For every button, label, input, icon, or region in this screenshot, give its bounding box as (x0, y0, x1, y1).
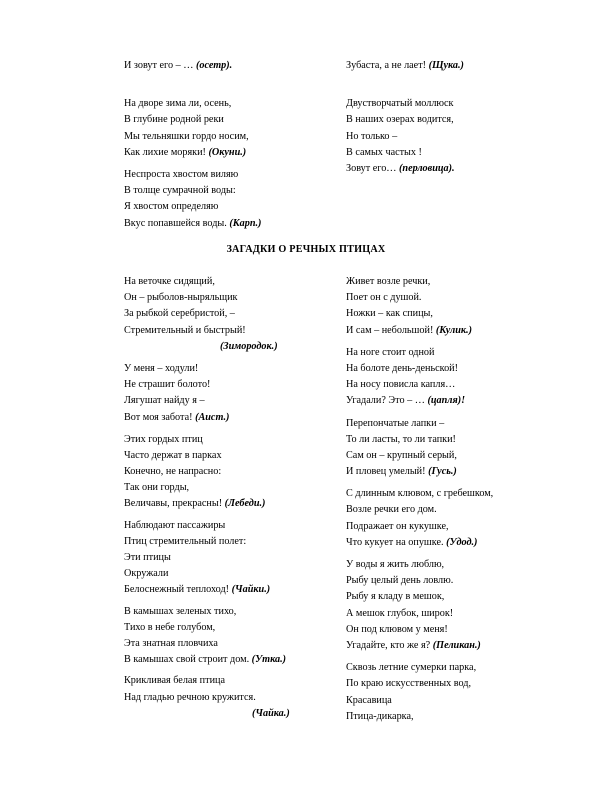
line-text: Стремительный и быстрый! (124, 324, 246, 336)
line-text: Угадали? Это – … (346, 395, 428, 407)
riddle-line (346, 589, 493, 605)
line-text: У воды я жить люблю, (346, 559, 445, 570)
riddle-line (346, 535, 493, 551)
line-text: Эти птицы (124, 552, 171, 563)
line-text: На веточке сидящий, (124, 276, 215, 287)
line-text: В камышах свой строит дом. (124, 654, 252, 666)
riddle-line (346, 676, 493, 692)
riddle-line (346, 464, 493, 480)
riddle-stanza (124, 673, 290, 722)
riddle-line (124, 496, 290, 512)
riddle-answer: (цапля)! (427, 395, 466, 407)
riddle-stanza (124, 518, 290, 599)
riddle-line (346, 129, 464, 145)
line-text: И зовут его – … (124, 60, 196, 71)
riddle-line (124, 393, 290, 409)
riddle-answer: (Гусь.) (428, 466, 457, 478)
riddle-line (346, 112, 464, 128)
line-text: Окружали (124, 568, 169, 580)
line-text: Наблюдают пассажиры (124, 519, 226, 531)
riddle-line (346, 693, 493, 709)
line-text: Рыбу целый день ловлю. (346, 575, 454, 587)
line-text: Конечно, не напрасно: (124, 466, 222, 478)
riddle-line (346, 502, 493, 518)
riddle-line (346, 361, 493, 377)
riddle-line (124, 673, 290, 689)
line-text: А мешок глубок, широк! (346, 607, 454, 619)
line-text: На болоте день-деньской! (346, 362, 459, 374)
line-text: Он под клювом у меня! (346, 623, 448, 635)
riddle-line (124, 129, 261, 145)
line-text: Вкус попавшейся воды. (124, 217, 230, 229)
riddle-line (124, 377, 290, 393)
bottom-right-column (346, 274, 493, 725)
bottom-left-column (124, 274, 290, 722)
riddle-stanza (124, 96, 261, 161)
riddle-answer: (Пеликан.) (432, 639, 481, 651)
riddle-line (346, 660, 493, 676)
line-text: Я хвостом определяю (124, 201, 219, 213)
riddle-stanza (346, 58, 464, 74)
riddle-line (124, 199, 261, 215)
riddle-answer: (Удод.) (446, 536, 478, 548)
line-text: Птиц стремительный полет: (124, 535, 247, 547)
line-text: Этих гордых птиц (124, 433, 203, 445)
riddle-stanza (124, 604, 290, 669)
riddle-line (346, 638, 493, 654)
riddle-line (346, 622, 493, 638)
riddle-answer: (перловица). (399, 162, 455, 174)
riddle-answer: (Чайка.) (252, 707, 290, 719)
line-text: Перепончатые лапки – (346, 417, 445, 429)
riddle-line (346, 323, 493, 339)
riddle-line (124, 432, 290, 448)
riddle-line (124, 339, 290, 355)
riddle-answer: (осетр). (195, 60, 233, 71)
riddle-line (346, 306, 493, 322)
top-left-column (124, 58, 261, 232)
riddle-answer: (Окуни.) (208, 146, 247, 158)
line-text: Часто держат в парках (124, 449, 222, 461)
line-text: Но только – (346, 130, 398, 142)
riddle-line (124, 183, 261, 199)
riddle-answer: (Зимородок.) (220, 340, 278, 352)
line-text: Зовут его… (346, 162, 400, 174)
line-text: То ли ласты, то ли тапки! (346, 433, 456, 445)
line-text: В толще сумрачной воды: (124, 185, 236, 197)
line-text: Рыбу я кладу в мешок, (346, 591, 445, 603)
riddle-stanza (124, 274, 290, 355)
line-text: На дворе зима ли, осень, (124, 98, 232, 110)
line-text: Сквозь летние сумерки парка, (346, 662, 477, 674)
line-text: Подражает он кукушке, (346, 520, 449, 532)
riddle-line (124, 464, 290, 480)
riddle-line (124, 145, 261, 161)
line-text: У меня – ходули! (124, 362, 199, 374)
riddle-line (346, 557, 493, 573)
riddle-line (346, 416, 493, 432)
riddle-line (124, 566, 290, 582)
riddle-stanza (346, 345, 493, 410)
riddle-stanza (346, 416, 493, 481)
line-text: Белоснежный теплоход! (124, 584, 232, 596)
riddle-line (346, 58, 464, 74)
riddle-line (346, 448, 493, 464)
riddle-line (124, 448, 290, 464)
riddle-line (346, 519, 493, 535)
riddle-line (124, 216, 261, 232)
riddle-answer: (Карп.) (229, 217, 262, 229)
line-text: Угадайте, кто же я? (346, 639, 433, 651)
riddle-line (124, 274, 290, 290)
riddle-line (346, 393, 493, 409)
line-text: Не страшит болото! (124, 379, 211, 391)
riddle-line (124, 410, 290, 426)
line-text: По краю искусственных вод, (346, 678, 472, 690)
line-text: В камышах зеленых тихо, (124, 605, 237, 617)
riddle-line (124, 167, 261, 183)
riddle-line (124, 112, 261, 128)
riddle-line (124, 306, 290, 322)
riddle-line (346, 573, 493, 589)
riddle-line (346, 606, 493, 622)
line-text: Что кукует на опушке. (346, 536, 447, 548)
line-text: Сам он – крупный серый, (346, 449, 457, 461)
riddle-line (346, 709, 493, 725)
line-text: Вот моя забота! (124, 411, 196, 423)
riddle-stanza (124, 58, 261, 74)
riddle-line (124, 96, 261, 112)
line-text: Величавы, прекрасны! (124, 498, 225, 510)
riddle-line (346, 96, 464, 112)
line-text: Так они горды, (124, 482, 190, 494)
line-text: Красавица (346, 694, 392, 706)
line-text: На носу повисла капля… (346, 379, 456, 391)
riddle-answer: (Щука.) (428, 60, 464, 71)
riddle-line (346, 290, 493, 306)
line-text: Поет он с душой. (346, 292, 422, 304)
line-text: Ножки – как спицы, (346, 308, 433, 320)
line-text: И пловец умелый! (346, 466, 429, 478)
riddle-answer: (Утка.) (251, 654, 287, 666)
riddle-stanza (346, 660, 493, 725)
line-text: В самых частых ! (346, 146, 422, 158)
line-text: И сам – небольшой! (346, 324, 436, 336)
section-title: ЗАГАДКИ О РЕЧНЫХ ПТИЦАХ (226, 244, 386, 255)
riddle-stanza (346, 557, 493, 654)
riddle-line (124, 604, 290, 620)
line-text: Над гладью речною кружится. (124, 691, 256, 703)
riddle-line (124, 690, 290, 706)
line-text: Птица-дикарка, (346, 710, 414, 722)
line-text: Крикливая белая птица (124, 675, 225, 687)
line-text: Тихо в небе голубом, (124, 621, 216, 633)
riddle-line (124, 518, 290, 534)
riddle-line (346, 274, 493, 290)
riddle-stanza (124, 167, 261, 232)
line-text: Лягушат найду я – (124, 395, 205, 407)
line-text: Мы тельняшки гордо носим, (124, 130, 249, 142)
riddle-answer: (Кулик.) (435, 324, 472, 336)
riddle-stanza (346, 96, 464, 177)
line-text: Неспроста хвостом виляю (124, 168, 239, 180)
line-text: Живет возле речки, (346, 276, 431, 287)
riddle-line (124, 480, 290, 496)
riddle-line (346, 377, 493, 393)
riddle-line (346, 432, 493, 448)
riddle-line (124, 652, 290, 668)
riddle-line (346, 486, 493, 502)
line-text: Как лихие моряки! (124, 146, 209, 158)
line-text: За рыбкой серебристой, – (124, 308, 235, 320)
riddle-stanza (124, 432, 290, 513)
riddle-stanza (346, 274, 493, 339)
line-text: Зубаста, а не лает! (346, 60, 429, 71)
riddle-line (346, 161, 464, 177)
riddle-stanza (124, 361, 290, 426)
riddle-line (124, 534, 290, 550)
riddle-line (124, 323, 290, 339)
riddle-answer: (Чайки.) (231, 584, 271, 596)
line-text: Возле речки его дом. (346, 504, 437, 516)
line-text: Он – рыболов-ныряльщик (124, 292, 238, 304)
line-text: С длинным клювом, с гребешком, (346, 488, 494, 500)
top-right-column (346, 58, 464, 177)
riddle-line (124, 636, 290, 652)
riddle-line (124, 706, 290, 722)
line-text: В глубине родной реки (124, 114, 224, 126)
line-text: Эта знатная пловчиха (124, 637, 218, 649)
riddle-line (124, 620, 290, 636)
riddle-line (124, 58, 261, 74)
riddle-stanza (346, 486, 493, 551)
riddle-answer: (Аист.) (195, 411, 230, 423)
line-text: В наших озерах водится, (346, 114, 454, 126)
riddle-line (124, 550, 290, 566)
riddle-line (124, 290, 290, 306)
riddle-line (346, 145, 464, 161)
riddle-line (124, 361, 290, 377)
riddle-line (124, 582, 290, 598)
riddle-answer: (Лебеди.) (224, 498, 266, 510)
line-text: На ноге стоит одной (346, 346, 435, 358)
riddle-line (346, 345, 493, 361)
line-text: Двустворчатый моллюск (346, 98, 454, 110)
